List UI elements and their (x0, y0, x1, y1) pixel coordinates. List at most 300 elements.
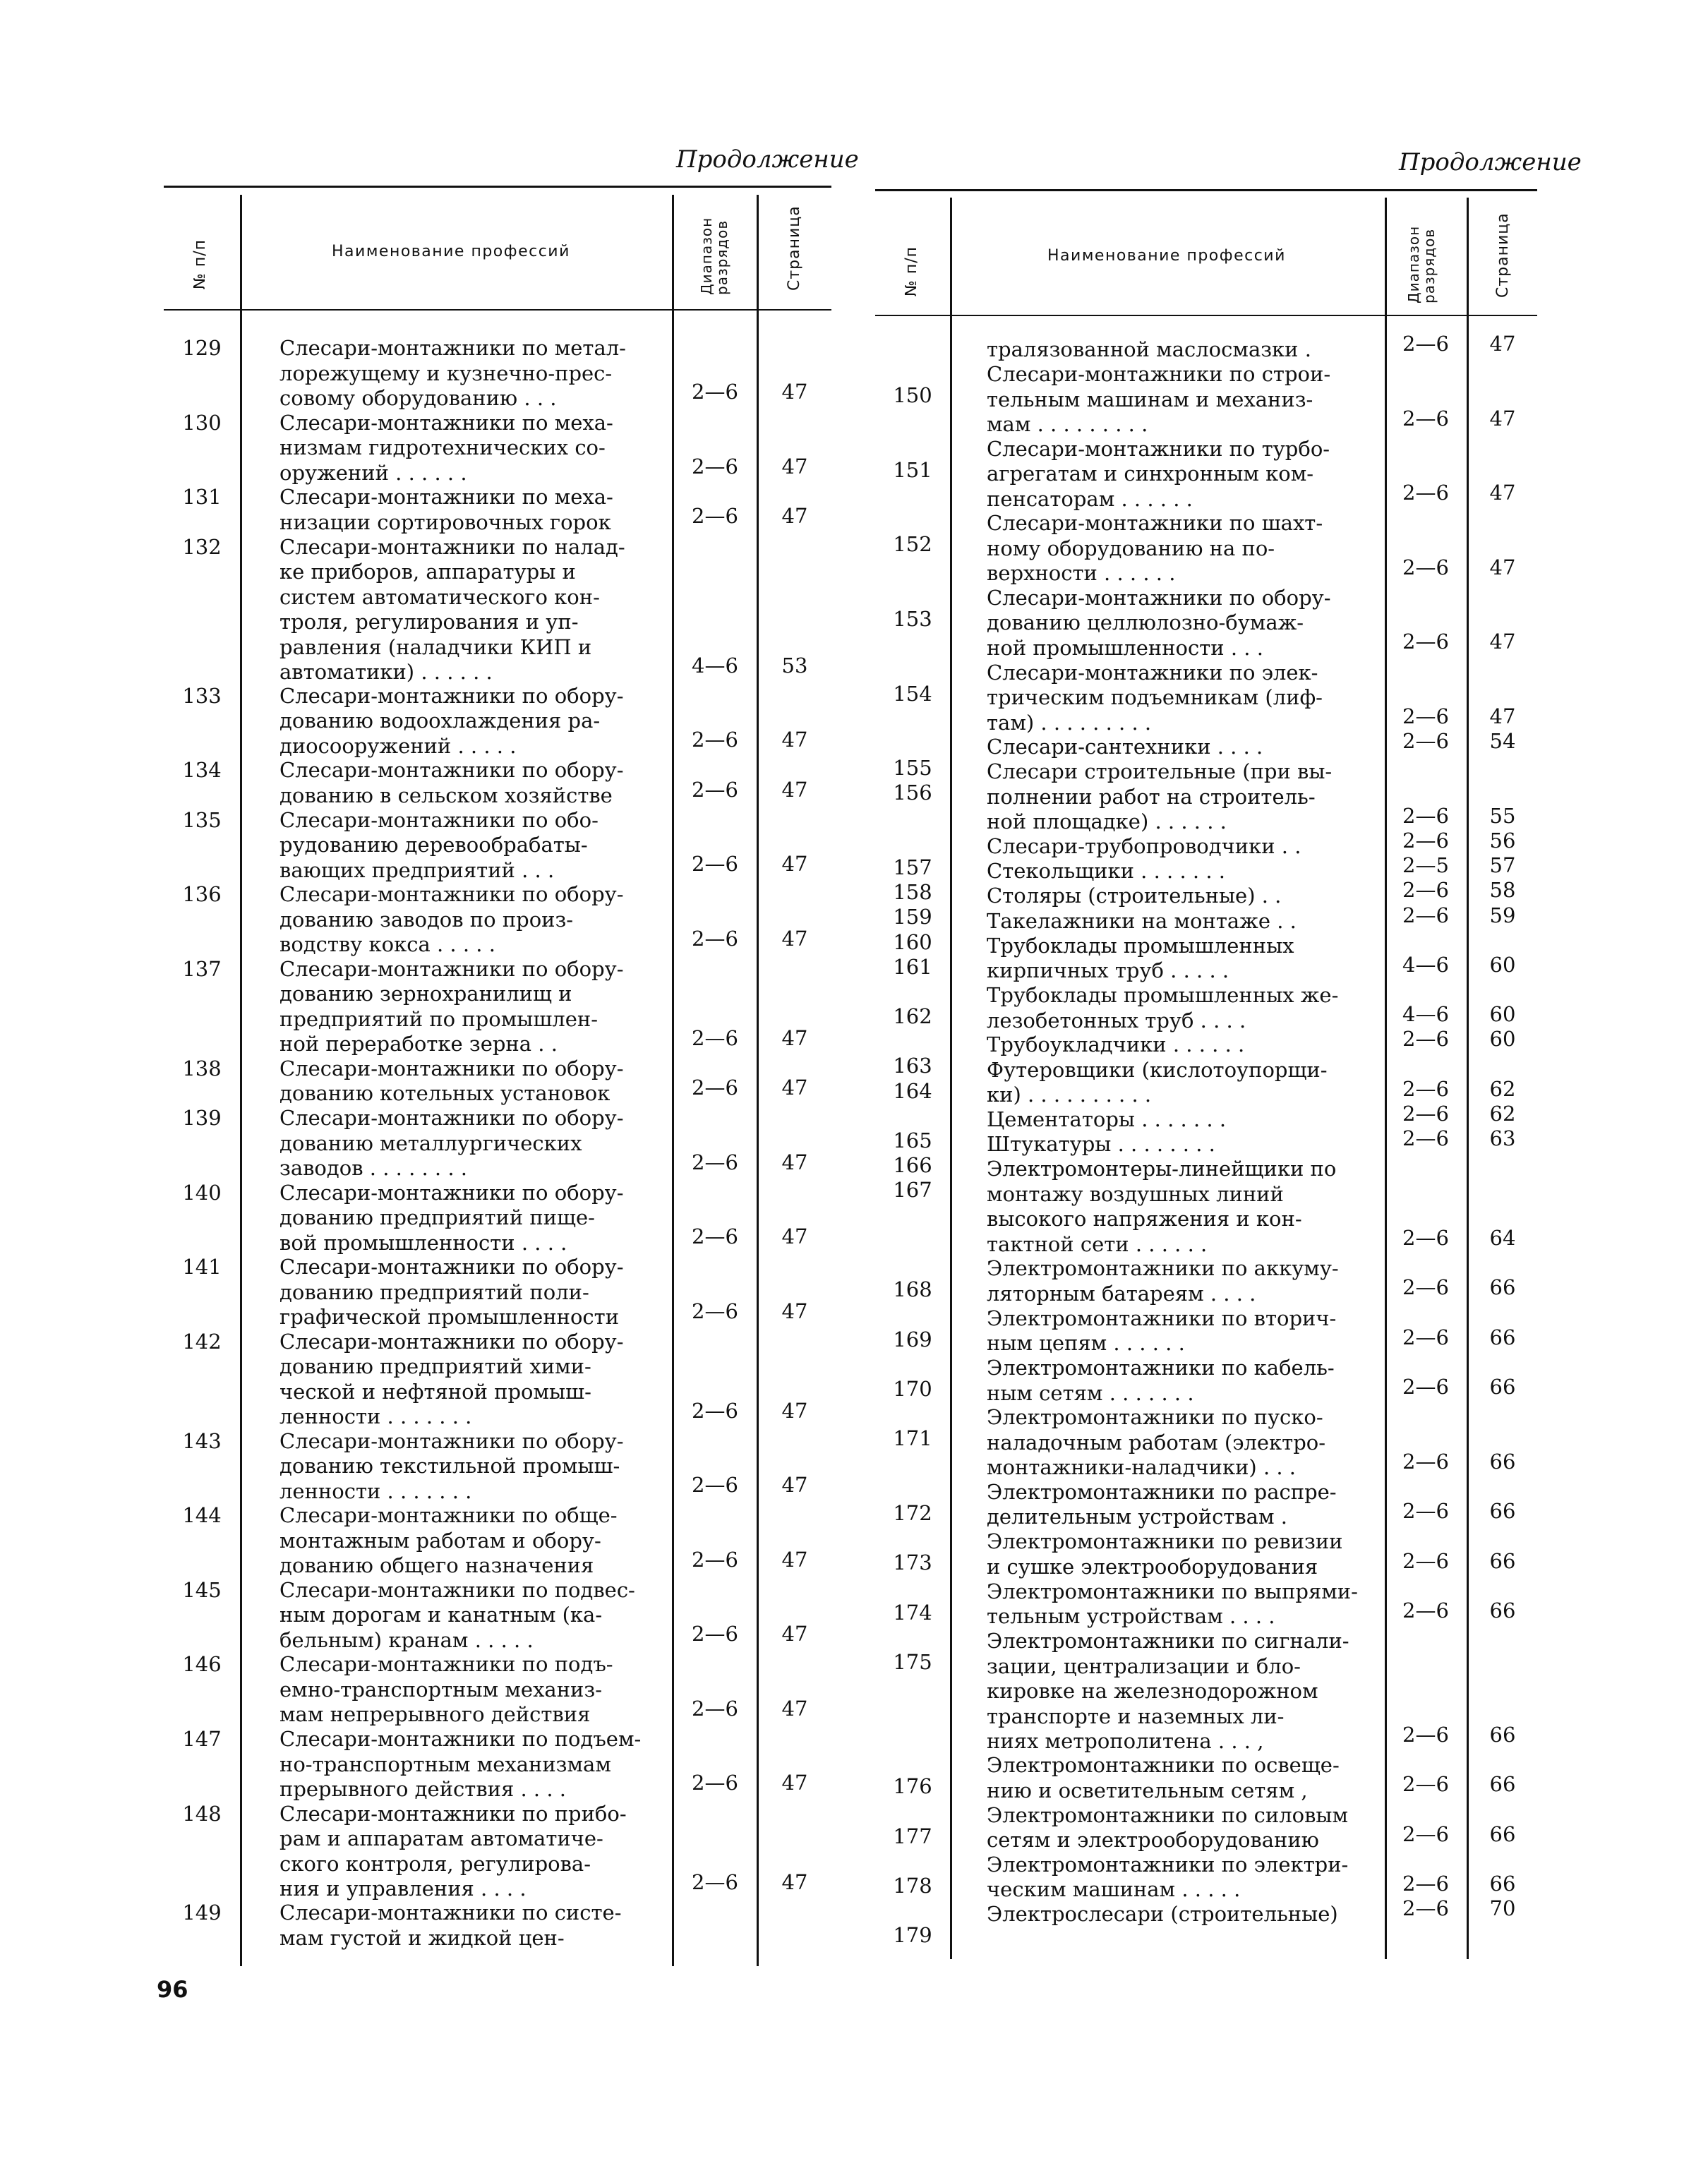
profession-name-line: нию и осветительным сетям , (987, 1778, 1308, 1802)
profession-name (987, 1107, 1378, 1133)
profession-name (987, 884, 1378, 909)
grade-range: 2—6 (692, 777, 738, 802)
grade-range: 2—6 (692, 1622, 738, 1646)
profession-name-line: дованию текстильной промыш- (279, 1454, 620, 1479)
profession-name-line: Электромонтажники по сигнали- (987, 1629, 1349, 1654)
grade-range: 4—6 (692, 653, 738, 678)
profession-name-line: Электромонтеры-линейщики по (987, 1157, 1337, 1181)
profession-name-line: мам густой и жидкой цен- (279, 1925, 565, 1950)
profession-name-line: кировке на железнодорожном (987, 1679, 1318, 1704)
grade-range: 2—6 (1402, 729, 1449, 754)
grade-range: 2—6 (692, 1771, 738, 1795)
profession-name-line: Футеровщики (кислотоупорщи- (987, 1057, 1328, 1082)
profession-name (987, 859, 1378, 884)
row-number: 134 (182, 758, 222, 783)
row-number: 143 (182, 1428, 222, 1453)
profession-name-line: монтажным работам и обору- (279, 1528, 601, 1553)
profession-name-line: Слесари-монтажники по обору- (987, 585, 1331, 610)
right-header-range: Диапазон разрядов (1405, 225, 1438, 303)
profession-name (987, 1356, 1378, 1406)
grade-range: 4—6 (1402, 952, 1449, 977)
profession-name-line: ной площадке) . . . . . . (987, 809, 1227, 834)
profession-name-line: ному оборудованию на по- (987, 536, 1275, 560)
grade-range: 2—6 (1402, 828, 1449, 853)
table-row (875, 1306, 1537, 1356)
table-row (164, 808, 831, 883)
page-reference: 60 (1489, 1027, 1516, 1052)
page-reference: 58 (1489, 878, 1516, 903)
table-row (875, 1753, 1537, 1802)
profession-name-line: Трубоклады промышленных же- (987, 983, 1339, 1008)
table-row (875, 1157, 1537, 1256)
profession-name-line: диосооружений . . . . . (279, 733, 517, 758)
profession-name (987, 1803, 1378, 1853)
row-number: 158 (893, 880, 932, 905)
profession-name-line: сетям и электрооборудованию (987, 1828, 1319, 1853)
profession-name-line: равления (наладчики КИП и (279, 634, 592, 659)
profession-name (279, 1106, 666, 1181)
table-row (164, 1106, 831, 1181)
profession-name (279, 1503, 666, 1579)
grade-range: 2—6 (1402, 1872, 1449, 1896)
grade-range: 2—6 (1402, 1772, 1449, 1797)
profession-name-line: Слесари-монтажники по обору- (279, 1329, 624, 1354)
table-row (164, 1901, 831, 1950)
row-number: 157 (893, 855, 932, 879)
grade-range: 2—6 (1402, 1598, 1449, 1622)
profession-name (279, 1181, 666, 1256)
table-row (164, 336, 831, 411)
grade-range: 2—6 (1402, 1126, 1449, 1151)
row-number: 171 (893, 1426, 932, 1451)
row-number: 159 (893, 905, 932, 929)
page-reference: 47 (781, 1150, 808, 1174)
grade-range: 2—6 (1402, 903, 1449, 927)
profession-name-line: кирпичных труб . . . . . (987, 958, 1229, 983)
table-row (164, 1578, 831, 1653)
profession-name-line: дованию зернохранилищ и (279, 982, 572, 1006)
profession-name-line: прерывного действия . . . . (279, 1777, 567, 1802)
profession-name-line: Электромонтажники по выпрями- (987, 1579, 1358, 1603)
profession-name (279, 1578, 666, 1654)
profession-name-line: дованию металлургических (279, 1131, 582, 1155)
profession-name-line: ным цепям . . . . . . (987, 1331, 1185, 1356)
row-number: 131 (182, 485, 222, 510)
grade-range: 2—6 (1402, 1275, 1449, 1300)
profession-name-line: агрегатам и синхронным ком- (987, 462, 1314, 486)
row-number: 152 (893, 532, 932, 557)
profession-name-line: зации, централизации и бло- (987, 1654, 1301, 1678)
profession-name-line: Электрослесари (строительные) (987, 1902, 1338, 1927)
profession-name-line: тельным устройствам . . . . (987, 1604, 1275, 1629)
row-number: 148 (182, 1801, 222, 1826)
page-reference: 47 (1489, 406, 1516, 430)
grade-range: 2—6 (1402, 332, 1449, 356)
profession-name-line: делительным устройствам . (987, 1505, 1287, 1529)
profession-name-line: ского контроля, регулирова- (279, 1851, 591, 1876)
page-reference: 47 (781, 852, 808, 877)
page-reference: 66 (1489, 1821, 1516, 1846)
profession-name (279, 684, 666, 759)
page-reference: 70 (1489, 1896, 1516, 1921)
profession-name (987, 1629, 1378, 1754)
table-row (875, 1803, 1537, 1853)
table-row (164, 684, 831, 759)
profession-name-line: полнении работ на строитель- (987, 784, 1316, 809)
profession-name (987, 1405, 1378, 1481)
grade-range: 2—6 (1402, 1226, 1449, 1251)
grade-range: 2—6 (1402, 1449, 1449, 1474)
profession-name-line: пенсаторам . . . . . . (987, 486, 1193, 511)
page-reference: 66 (1489, 1375, 1516, 1399)
row-number: 135 (182, 807, 222, 832)
grade-range: 2—6 (1402, 406, 1449, 430)
profession-name-line: Слесари-монтажники по налад- (279, 534, 625, 559)
profession-name-line: Слесари-сантехники . . . . (987, 735, 1263, 759)
table-row (875, 1256, 1537, 1306)
profession-name-line: Слесари-монтажники по строи- (987, 362, 1331, 387)
row-number: 175 (893, 1650, 932, 1675)
grade-range: 2—6 (1402, 1076, 1449, 1101)
table-row (875, 661, 1537, 735)
page-reference: 60 (1489, 952, 1516, 977)
left-top-rule (164, 186, 831, 188)
profession-name (987, 337, 1378, 363)
left-header-range: Диапазон разрядов (698, 217, 730, 295)
row-number: 129 (182, 336, 222, 360)
page-reference: 47 (781, 1622, 808, 1646)
profession-name-line: вой промышленности . . . . (279, 1230, 567, 1255)
table-row (875, 1058, 1537, 1107)
page-reference: 55 (1489, 803, 1516, 828)
profession-name-line: тактной сети . . . . . . (987, 1231, 1208, 1256)
profession-name-line: Слесари-монтажники по обору- (279, 956, 624, 981)
profession-name-line: дованию предприятий пище- (279, 1205, 595, 1230)
row-number: 161 (893, 954, 932, 979)
page-number: 96 (157, 1976, 188, 2003)
right-rows (875, 332, 1537, 1948)
table-row (164, 535, 831, 684)
profession-name-line: Слесари-монтажники по турбо- (987, 436, 1330, 461)
row-number: 170 (893, 1377, 932, 1401)
row-number: 139 (182, 1106, 222, 1131)
profession-name (987, 1032, 1378, 1058)
profession-name-line: ки) . . . . . . . . . . (987, 1083, 1152, 1107)
profession-name (987, 661, 1378, 736)
left-rows (164, 336, 831, 1951)
profession-name-line: дованию предприятий поли- (279, 1279, 589, 1304)
profession-name-line: ленности . . . . . . . (279, 1404, 472, 1429)
grade-range: 2—6 (692, 1870, 738, 1895)
table-row (164, 411, 831, 486)
profession-name-line: Слесари-монтажники по обору- (279, 1428, 624, 1453)
grade-range: 2—6 (692, 454, 738, 478)
profession-name-line: Электромонтажники по освеще- (987, 1753, 1340, 1778)
profession-name-line: ляторным батареям . . . . (987, 1281, 1256, 1306)
table-row (875, 1405, 1537, 1480)
grade-range: 2—6 (1402, 878, 1449, 903)
profession-name (987, 511, 1378, 586)
page-reference: 47 (1489, 630, 1516, 654)
table-row (164, 1330, 831, 1429)
grade-range: 2—6 (692, 1025, 738, 1050)
profession-name-line: ной переработке зерна . . (279, 1032, 558, 1056)
right-header-num: № п/п (903, 246, 920, 296)
profession-name (279, 1652, 666, 1728)
profession-name-line: Электромонтажники по ревизии (987, 1529, 1343, 1554)
row-number: 137 (182, 956, 222, 981)
profession-name-line: Слесари-монтажники по обо- (279, 807, 599, 832)
profession-name-line: автоматики) . . . . . . (279, 660, 493, 685)
table-row (875, 1529, 1537, 1579)
profession-name (987, 586, 1378, 661)
profession-name-line: ной промышленности . . . (987, 635, 1263, 660)
page-reference: 47 (781, 1025, 808, 1050)
profession-name-line: мам непрерывного действия (279, 1702, 591, 1727)
profession-name (987, 759, 1378, 835)
profession-name-line: Слесари-монтажники по обору- (279, 1106, 624, 1131)
profession-name-line: и сушке электрооборудования (987, 1554, 1318, 1579)
table-row (164, 957, 831, 1056)
grade-range: 2—6 (1402, 1722, 1449, 1747)
table-row (875, 934, 1537, 983)
profession-name-line: ным сетям . . . . . . . (987, 1380, 1194, 1405)
profession-name-line: рам и аппаратам автоматиче- (279, 1826, 603, 1851)
page-reference: 59 (1489, 903, 1516, 927)
profession-name-line: Стекольщики . . . . . . . (987, 859, 1225, 884)
profession-name-line: там) . . . . . . . . . (987, 710, 1152, 735)
profession-name-line: низации сортировочных горок (279, 510, 611, 534)
grade-range: 2—6 (692, 852, 738, 877)
profession-name-line: Электромонтажники по распре- (987, 1479, 1337, 1504)
grade-range: 2—6 (1402, 803, 1449, 828)
row-number: 147 (182, 1727, 222, 1752)
profession-name (987, 1579, 1378, 1630)
page-reference: 47 (781, 1299, 808, 1323)
page-reference: 62 (1489, 1076, 1516, 1101)
table-row (875, 1629, 1537, 1753)
row-number: 167 (893, 1178, 932, 1203)
row-number: 179 (893, 1923, 932, 1948)
grade-range: 2—6 (692, 1075, 738, 1100)
grade-range: 2—6 (1402, 1027, 1449, 1052)
profession-name-line: Слесари-трубопроводчики . . (987, 833, 1301, 858)
profession-name (987, 934, 1378, 984)
profession-name-line: Электромонтажники по силовым (987, 1802, 1349, 1827)
table-row (164, 1652, 831, 1727)
grade-range: 2—6 (1402, 630, 1449, 654)
profession-name-line: Слесари-монтажники по подъ- (279, 1652, 613, 1677)
profession-name-line: водству кокса . . . . . (279, 932, 495, 957)
table-row (875, 1356, 1537, 1405)
profession-name (987, 1256, 1378, 1306)
row-number: 154 (893, 681, 932, 706)
profession-name-line: наладочным работам (электро- (987, 1430, 1326, 1455)
row-number: 144 (182, 1503, 222, 1528)
grade-range: 2—6 (692, 728, 738, 752)
row-number: 153 (893, 606, 932, 631)
table-row (875, 1853, 1537, 1902)
profession-name (987, 1132, 1378, 1157)
table-row (164, 1802, 831, 1901)
row-number: 166 (893, 1153, 932, 1178)
profession-name-line: рудованию деревообрабаты- (279, 833, 588, 857)
profession-name-line: Электромонтажники по кабель- (987, 1356, 1335, 1380)
grade-range: 2—6 (692, 1547, 738, 1572)
page-reference: 47 (781, 1224, 808, 1249)
profession-name (279, 882, 666, 958)
page-reference: 54 (1489, 729, 1516, 754)
table-row (875, 332, 1537, 362)
page-reference: 47 (781, 454, 808, 478)
grade-range: 2—6 (1402, 1821, 1449, 1846)
page-reference: 64 (1489, 1226, 1516, 1251)
profession-name-line: Трубоклады промышленных (987, 933, 1294, 958)
profession-name-line: систем автоматического кон- (279, 584, 600, 609)
profession-name-line: Электромонтажники по пуско- (987, 1405, 1323, 1430)
grade-range: 2—6 (1402, 1548, 1449, 1573)
profession-name (987, 1902, 1378, 1927)
page-reference: 47 (781, 777, 808, 802)
table-row (164, 485, 831, 534)
row-number: 162 (893, 1004, 932, 1029)
page-reference: 47 (781, 1473, 808, 1498)
profession-name-line: Слесари-монтажники по обору- (279, 1255, 624, 1279)
grade-range: 2—6 (1402, 481, 1449, 505)
profession-name-line: лезобетонных труб . . . . (987, 1008, 1246, 1032)
profession-name-line: высокого напряжения и кон- (987, 1207, 1302, 1231)
profession-name-line: предприятий по промышлен- (279, 1006, 599, 1031)
profession-name-line: Штукатуры . . . . . . . . (987, 1132, 1215, 1157)
table-row (164, 882, 831, 957)
profession-name-line: Такелажники на монтаже . . (987, 908, 1297, 933)
profession-name (987, 1058, 1378, 1108)
row-number: 169 (893, 1327, 932, 1351)
profession-name-line: Слесари-монтажники по меха- (279, 485, 613, 510)
row-number: 164 (893, 1078, 932, 1103)
page-reference: 47 (781, 926, 808, 951)
grade-range: 4—6 (1402, 1002, 1449, 1027)
profession-name-line: ным дорогам и канатным (ка- (279, 1603, 603, 1627)
grade-range: 2—6 (1402, 1375, 1449, 1399)
page-reference: 60 (1489, 1002, 1516, 1027)
profession-name-line: Слесари-монтажники по обору- (279, 758, 624, 783)
row-number: 160 (893, 929, 932, 954)
profession-name-line: Слесари-монтажники по обору- (279, 1180, 624, 1205)
page-reference: 47 (781, 1771, 808, 1795)
profession-name-line: транспорте и наземных ли- (987, 1704, 1285, 1728)
profession-name-line: троля, регулирования и уп- (279, 610, 579, 634)
profession-name-line: совому оборудованию . . . (279, 386, 557, 410)
page-reference: 57 (1489, 853, 1516, 878)
profession-name-line: Слесари-монтажники по обору- (279, 1056, 624, 1080)
page-reference: 66 (1489, 1548, 1516, 1573)
right-top-rule (875, 189, 1537, 191)
profession-name (987, 1753, 1378, 1803)
profession-name (987, 735, 1378, 760)
profession-name-line: дованию в сельском хозяйстве (279, 783, 613, 807)
table-row (164, 1255, 831, 1330)
table-row (164, 1727, 831, 1802)
row-number: 177 (893, 1824, 932, 1848)
profession-name-line: ческим машинам . . . . . (987, 1877, 1241, 1902)
page-reference: 47 (1489, 704, 1516, 728)
row-number: 142 (182, 1329, 222, 1354)
row-number: 172 (893, 1500, 932, 1525)
profession-name (279, 1727, 666, 1802)
profession-name (279, 1330, 666, 1430)
profession-name (987, 1306, 1378, 1356)
profession-name-line: ке приборов, аппаратуры и (279, 560, 576, 584)
profession-name-line: тралязованной маслосмазки . (987, 337, 1311, 361)
grade-range: 2—6 (692, 504, 738, 529)
grade-range: 2—6 (692, 1473, 738, 1498)
profession-name-line: ческой и нефтяной промыш- (279, 1379, 591, 1404)
profession-name (279, 1802, 666, 1902)
grade-range: 2—6 (692, 926, 738, 951)
row-number: 155 (893, 756, 932, 781)
table-row (875, 1480, 1537, 1529)
row-number: 176 (893, 1774, 932, 1799)
profession-name-line: тельным машинам и механиз- (987, 387, 1313, 411)
grade-range: 2—6 (1402, 555, 1449, 579)
profession-name (987, 834, 1378, 860)
row-number: 178 (893, 1873, 932, 1898)
profession-name-line: Столяры (строительные) . . (987, 884, 1282, 908)
profession-name-line: верхности . . . . . . (987, 561, 1176, 586)
left-header-rule (164, 309, 831, 311)
profession-name (987, 1529, 1378, 1579)
page-reference: 47 (781, 380, 808, 404)
page-reference: 47 (1489, 481, 1516, 505)
row-number: 136 (182, 882, 222, 907)
grade-range: 2—6 (692, 1150, 738, 1174)
row-number: 130 (182, 410, 222, 435)
table-row (875, 437, 1537, 512)
profession-name (279, 808, 666, 884)
grade-range: 2—6 (692, 1224, 738, 1249)
profession-name-line: дованию предприятий хими- (279, 1354, 591, 1379)
row-number: 150 (893, 383, 932, 408)
row-number: 146 (182, 1652, 222, 1677)
grade-range: 2—6 (692, 380, 738, 404)
row-number: 151 (893, 457, 932, 482)
profession-name (279, 758, 666, 808)
profession-name-line: бельным) кранам . . . . . (279, 1627, 534, 1652)
profession-name-line: графической промышленности (279, 1305, 620, 1330)
page-reference: 66 (1489, 1499, 1516, 1524)
page-reference: 66 (1489, 1772, 1516, 1797)
profession-name-line: ния и управления . . . . (279, 1877, 527, 1901)
table-row (164, 1429, 831, 1504)
page-reference: 47 (1489, 555, 1516, 579)
grade-range: 2—6 (1402, 1896, 1449, 1921)
table-row (875, 362, 1537, 437)
continuation-label-right: Продолжение (1399, 148, 1582, 176)
grade-range: 2—6 (1402, 704, 1449, 728)
grade-range: 2—6 (692, 1398, 738, 1423)
profession-name (987, 1480, 1378, 1530)
profession-name (279, 1901, 666, 1951)
table-row (164, 1181, 831, 1255)
page-reference: 63 (1489, 1126, 1516, 1151)
profession-name-line: мам . . . . . . . . . (987, 412, 1148, 437)
page-reference: 66 (1489, 1722, 1516, 1747)
profession-name-line: ленности . . . . . . . (279, 1479, 472, 1503)
row-number: 133 (182, 683, 222, 708)
row-number: 165 (893, 1128, 932, 1153)
table-row (875, 586, 1537, 661)
